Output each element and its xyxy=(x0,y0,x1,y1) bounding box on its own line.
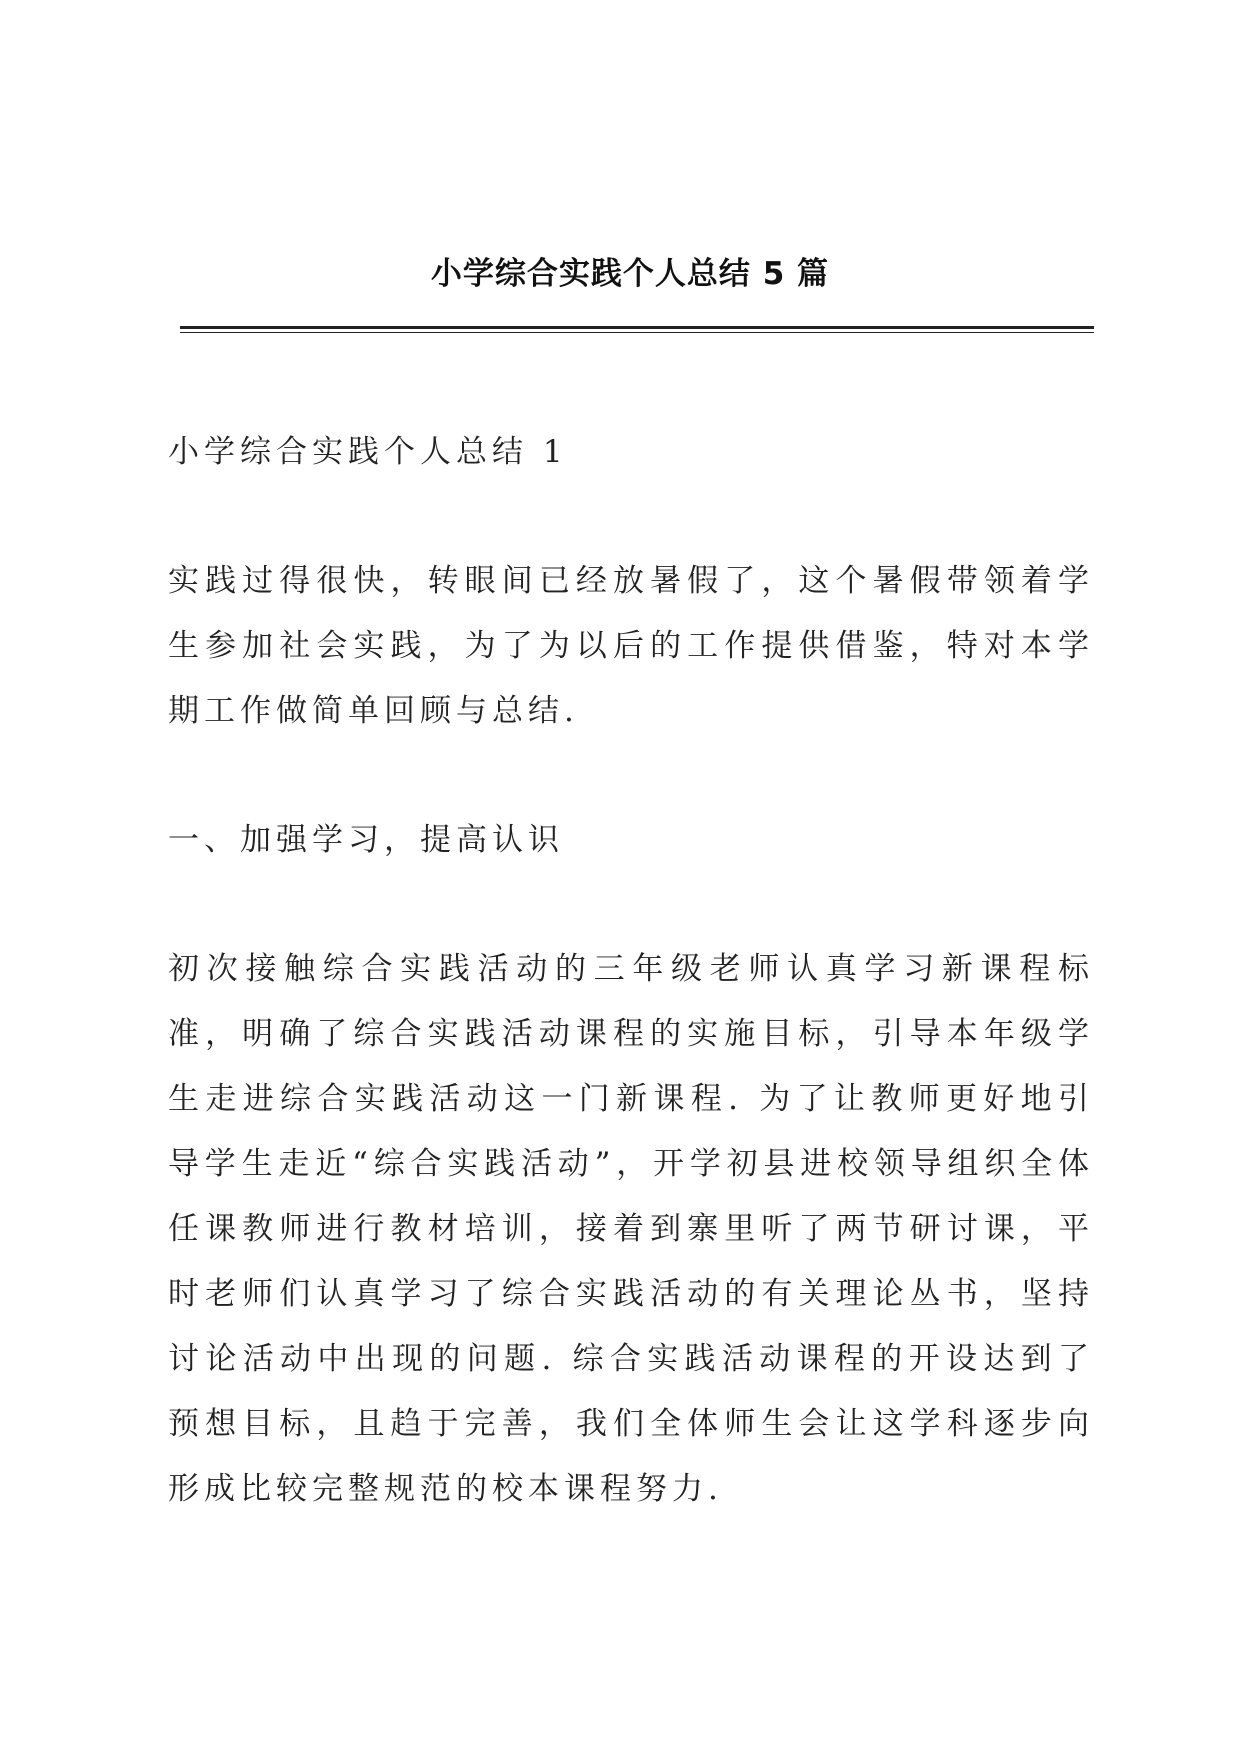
body-paragraph: 初次接触综合实践活动的三年级老师认真学习新课程标准，明确了综合实践活动课程的实施目标，引导本年级学生走进综合实践活动这一门新课程. 为了让教师更好地引导学生走近“综合实践活动”，开学初县进校领导组织全体任课教师进行教材培训，接着到寨里听了两节研讨课，平时老师们认真学习了综合实践活动的有关理论丛书，坚持讨论活动中出现的问题. 综合实践活动课程的开设达到了预想目标，且趋于完善，我们全体师生会让这学科逐步向形成比较完整规范的校本课程努力. xyxy=(168,951,1094,1507)
document-title: 小学综合实践个人总结 5 篇 xyxy=(430,256,830,292)
title-divider xyxy=(180,326,1094,333)
document-body xyxy=(168,420,1094,1586)
intro-paragraph: 实践过得很快，转眼间已经放暑假了，这个暑假带领着学生参加社会实践，为了为以后的工作提供借鉴，特对本学期工作做简单回顾与总结. xyxy=(168,563,1094,729)
subtitle-paragraph: 小学综合实践个人总结 1 xyxy=(168,434,568,470)
section-heading: 一、加强学习，提高认识 xyxy=(168,822,564,858)
